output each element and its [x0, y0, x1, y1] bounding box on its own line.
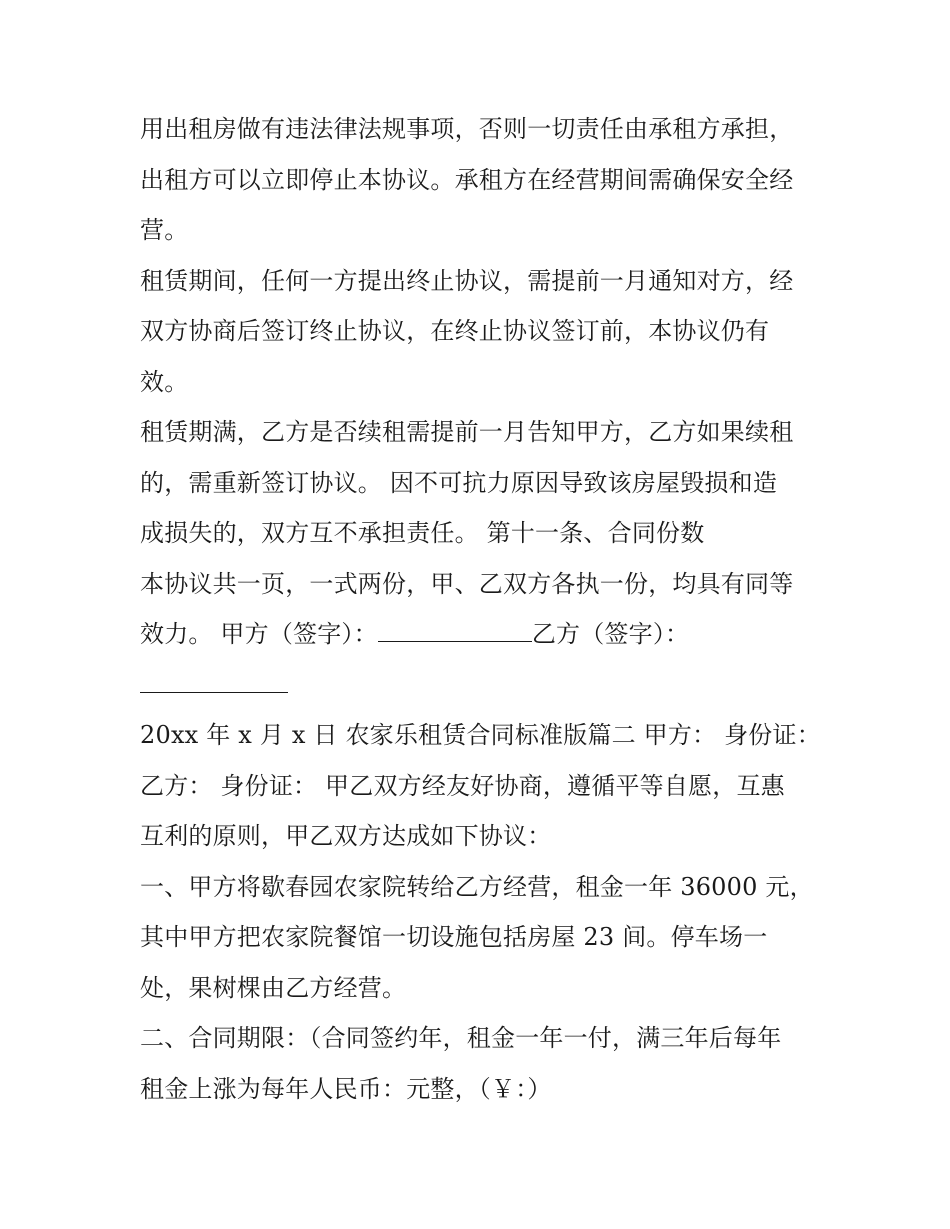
text-line: 出租方可以立即停止本协议。承租方在经营期间需确保安全经	[140, 165, 794, 194]
document-body	[140, 104, 820, 1114]
text-line: 用出租房做有违法律法规事项，否则一切责任由承租方承担，	[140, 115, 794, 143]
text-line: 二、合同期限：（合同签约年，租金一年一付，满三年后每年	[140, 1024, 782, 1052]
text-line: 成损失的，双方互不承担责任。 第十一条、合同份数	[140, 519, 705, 547]
text-line: 本协议共一页，一式两份，甲、乙双方各执一份，均具有同等	[140, 569, 794, 598]
text-line: 处，果树棵由乙方经营。	[140, 973, 407, 1002]
text-line: 租金上涨为每年人民币：元整，（￥：）	[140, 1074, 552, 1103]
text-line: 营。	[140, 216, 189, 244]
signature-line	[140, 609, 820, 660]
party-b-signature-blank	[140, 674, 288, 693]
party-a-signature-blank	[378, 623, 532, 642]
text-line: 效。	[140, 367, 189, 396]
text-line: 20xx 年 x 月 x 日 农家乐租赁合同标准版篇二 甲方： 身份证：	[140, 721, 821, 749]
text-line: 双方协商后签订终止协议，在终止协议签订前，本协议仍有	[140, 317, 770, 345]
text-line: 租赁期间，任何一方提出终止协议，需提前一月通知对方，经	[140, 266, 794, 295]
text-line: 其中甲方把农家院餐馆一切设施包括房屋 23 间。停车场一	[140, 923, 768, 951]
text-line: 的，需重新签订协议。 因不可抗力原因导致该房屋毁损和造	[140, 468, 778, 497]
text-line: 互利的原则，甲乙双方达成如下协议：	[140, 822, 552, 850]
text-line: 租赁期满，乙方是否续租需提前一月告知甲方，乙方如果续租	[140, 418, 794, 446]
text-line: 一、甲方将歇春园农家院转给乙方经营，租金一年 36000 元，	[140, 872, 814, 901]
party-b-signature-label: 乙方（签字）：	[531, 620, 690, 648]
party-b-signature-blank-line	[140, 660, 820, 711]
text-line: 乙方： 身份证： 甲乙双方经友好协商，遵循平等自愿，互惠	[140, 771, 785, 800]
party-a-signature-label: 效力。 甲方（签字）：	[140, 620, 378, 648]
